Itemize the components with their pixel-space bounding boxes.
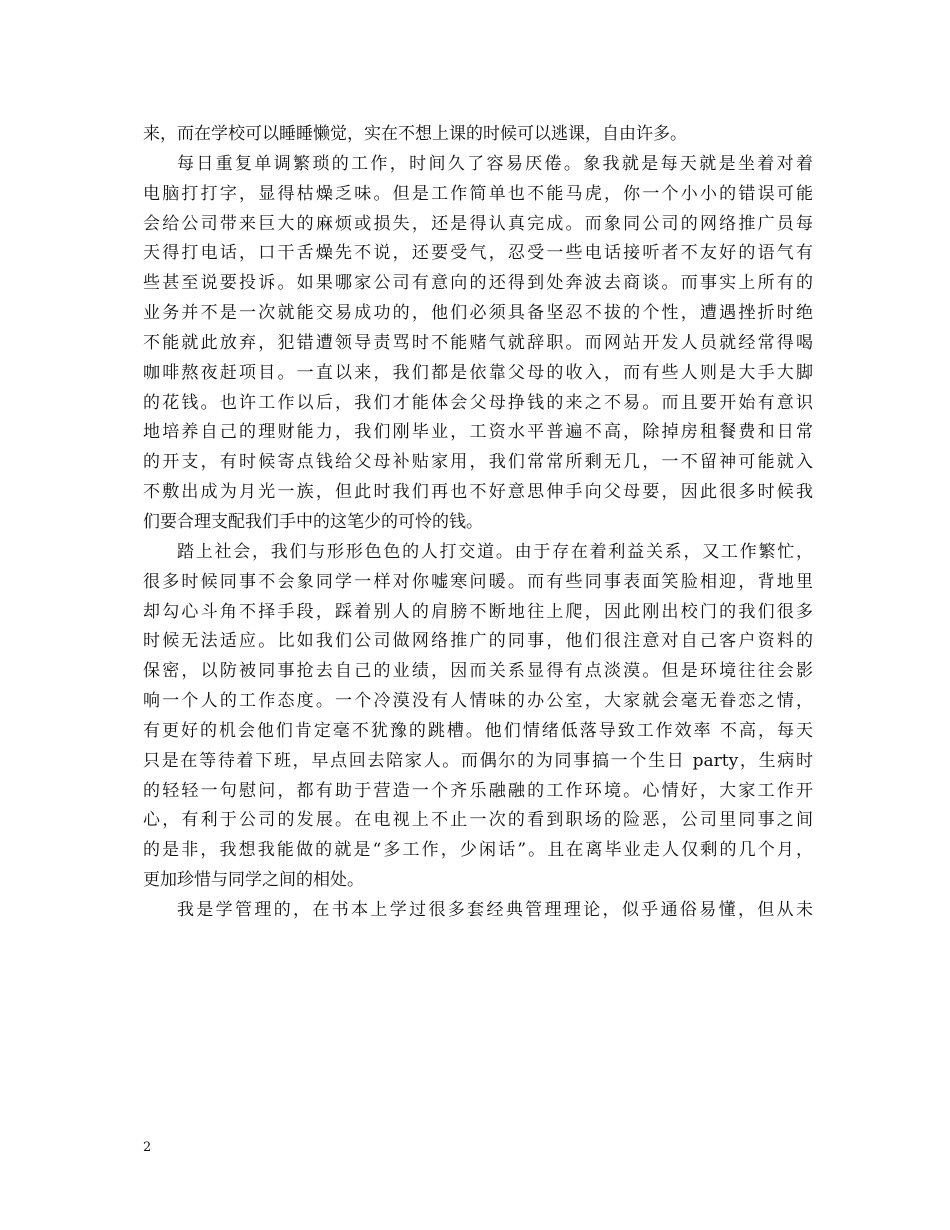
text-line: 只是在等待着下班，早点回去陪家人。而偶尔的为同事搞一个生日 party，生病时 xyxy=(143,750,813,771)
page-number: 2 xyxy=(143,1140,152,1155)
text-line: 响一个人的工作态度。一个冷漠没有人情味的办公室，大家就会毫无眷恋之情， xyxy=(143,691,813,712)
text-line: 很多时候同事不会象同学一样对你嘘寒问暖。而有些同事表面笑脸相迎，背地里 xyxy=(143,571,813,592)
text-line: 踏上社会，我们与形形色色的人打交道。由于存在着利益关系，又工作繁忙， xyxy=(177,541,813,562)
text-line: 却勾心斗角不择手段，踩着别人的肩膀不断地往上爬，因此刚出校门的我们很多 xyxy=(143,601,813,622)
text-line: 时候无法适应。比如我们公司做网络推广的同事，他们很注意对自己客户资料的 xyxy=(143,631,813,652)
text-line: 天得打电话，口干舌燥先不说，还要受气，忍受一些电话接听者不友好的语气有 xyxy=(143,243,813,264)
text-line: 的花钱。也许工作以后，我们才能体会父母挣钱的来之不易。而且要开始有意识 xyxy=(143,392,813,413)
text-line: 咖啡熬夜赶项目。一直以来，我们都是依靠父母的收入，而有些人则是大手大脚 xyxy=(143,362,813,383)
body-text xyxy=(143,120,813,926)
text-line: 的开支，有时候寄点钱给父母补贴家用，我们常常所剩无几，一不留神可能就入 xyxy=(143,452,813,473)
text-line: 们要合理支配我们手中的这笔少的可怜的钱。 xyxy=(143,511,483,532)
text-line: 心，有利于公司的发展。在电视上不止一次的看到职场的险恶，公司里同事之间 xyxy=(143,810,813,831)
text-line: 会给公司带来巨大的麻烦或损失，还是得认真完成。而象同公司的网络推广员每 xyxy=(143,213,813,234)
text-line: 业务并不是一次就能交易成功的，他们必须具备坚忍不拔的个性，遭遇挫折时绝 xyxy=(143,303,813,324)
text-line: 的轻轻一句慰问，都有助于营造一个齐乐融融的工作环境。心情好，大家工作开 xyxy=(143,780,813,801)
text-line: 保密，以防被同事抢去自己的业绩，因而关系显得有点淡漠。但是环境往往会影 xyxy=(143,661,813,682)
text-line: 些甚至说要投诉。如果哪家公司有意向的还得到处奔波去商谈。而事实上所有的 xyxy=(143,273,813,294)
text-line: 有更好的机会他们肯定毫不犹豫的跳槽。他们情绪低落导致工作效率 不高，每天 xyxy=(143,720,813,741)
text-line: 更加珍惜与同学之间的相处。 xyxy=(143,870,364,891)
text-line: 地培养自己的理财能力，我们刚毕业，工资水平普遍不高，除掉房租餐费和日常 xyxy=(143,422,813,443)
text-line: 的是非，我想我能做的就是“多工作，少闲话”。且在离毕业走人仅剩的几个月， xyxy=(143,840,813,861)
text-line: 不敷出成为月光一族，但此时我们再也不好意思伸手向父母要，因此很多时候我 xyxy=(143,482,813,503)
text-line: 来，而在学校可以睡睡懒觉，实在不想上课的时候可以逃课，自由许多。 xyxy=(143,124,687,144)
text-line: 每日重复单调繁琐的工作，时间久了容易厌倦。象我就是每天就是坐着对着 xyxy=(177,153,813,174)
text-line: 我是学管理的，在书本上学过很多套经典管理理论，似乎通俗易懂，但从未 xyxy=(177,899,813,920)
text-line: 不能就此放弃，犯错遭领导责骂时不能赌气就辞职。而网站开发人员就经常得喝 xyxy=(143,332,813,353)
text-line: 电脑打打字，显得枯燥乏味。但是工作简单也不能马虎，你一个小小的错误可能 xyxy=(143,183,813,204)
